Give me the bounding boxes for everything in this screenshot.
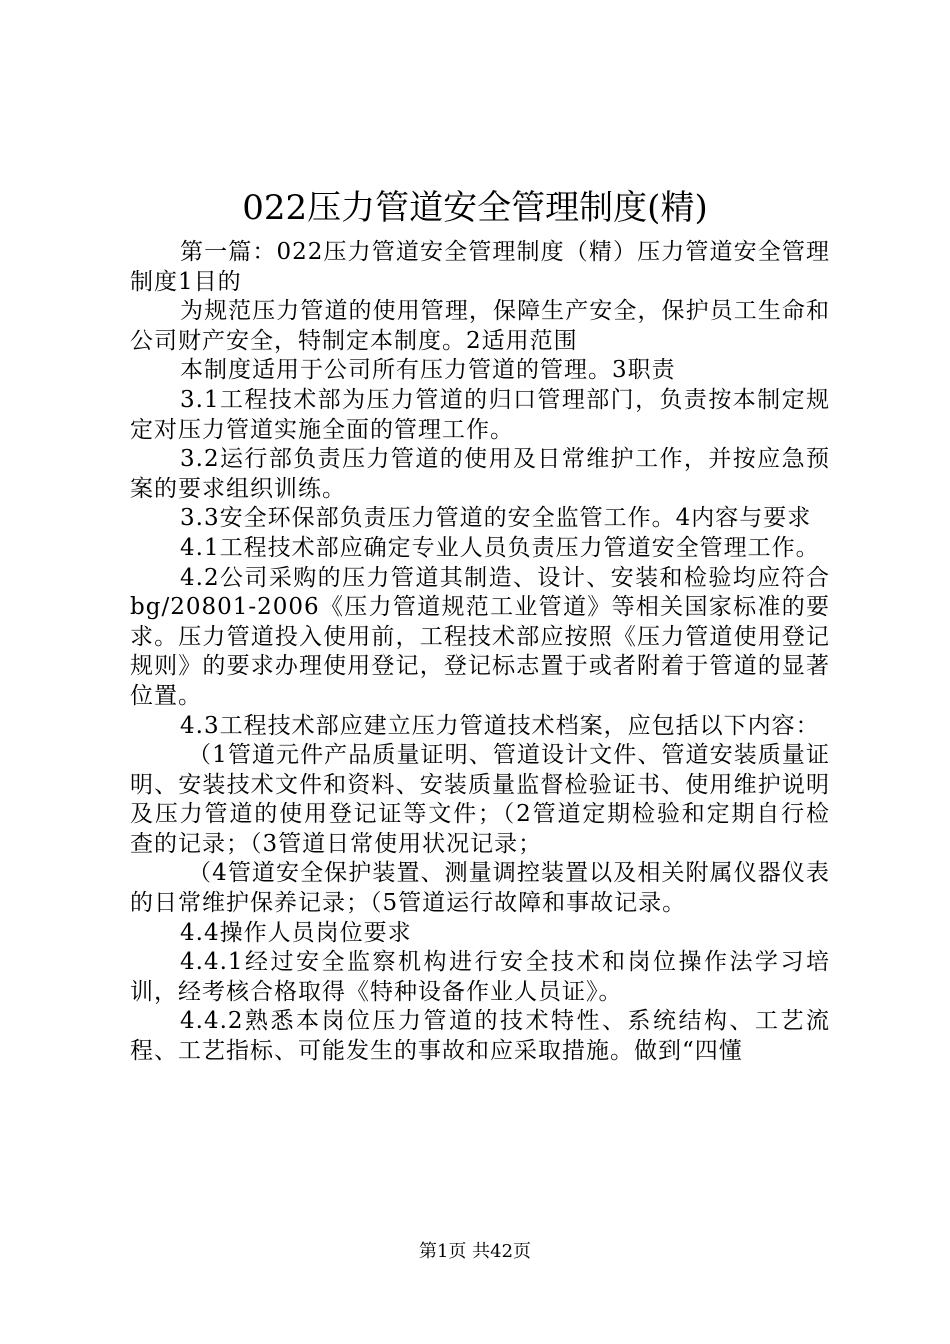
paragraph-4-4: 4.4操作人员岗位要求	[180, 919, 412, 946]
paragraph-4-4-2: 4.4.2熟悉本岗位压力管道的技术特性、系统结构、工艺流程、工艺指标、可能发生的事故和应采取措施。做到“四懂	[130, 1008, 830, 1065]
paragraph-3-3: 3.3安全环保部负责压力管道的安全监管工作。4内容与要求	[180, 505, 812, 532]
paragraph-4-1: 4.1工程技术部应确定专业人员负责压力管道安全管理工作。	[180, 534, 820, 561]
paragraph-records-list-2: （4管道安全保护装置、测量调控装置以及相关附属仪器仪表的日常维护保养记录；（5管道运行故障和事故记录。	[130, 860, 830, 917]
paragraph-purpose: 为规范压力管道的使用管理，保障生产安全，保护员工生命和公司财产安全，特制定本制度。2适用范围	[130, 298, 830, 354]
paragraph-3-1: 3.1工程技术部为压力管道的归口管理部门，负责按本制定规定对压力管道实施全面的管理工作。	[130, 386, 830, 443]
paragraph-3-2: 3.2运行部负责压力管道的使用及日常维护工作，并按应急预案的要求组织训练。	[130, 446, 830, 502]
paragraph-4-3: 4.3工程技术部应建立压力管道技术档案，应包括以下内容：	[180, 712, 820, 739]
paragraph-records-list-1: （1管道元件产品质量证明、管道设计文件、管道安装质量证明、安装技术文件和资料、安装质量监督检验证书、使用维护说明及压力管道的使用登记证等文件；（2管道定期检验和定期自行检查的记录；（3管道日常使用状况记录；	[130, 742, 830, 857]
page-number-footer: 第1页 共42页	[418, 1241, 532, 1262]
paragraph-intro: 第一篇：022压力管道安全管理制度（精）压力管道安全管理制度1目的	[130, 239, 830, 295]
document-title: 022压力管道安全管理制度(精)	[242, 188, 708, 228]
paragraph-4-2: 4.2公司采购的压力管道其制造、设计、安装和检验均应符合bg/20801-2006《压力管道规范工业管道》等相关国家标准的要求。压力管道投入使用前，工程技术部应按照《压力管道使用登记规则》的要求办理使用登记，登记标志置于或者附着于管道的显著位置。	[130, 564, 830, 709]
paragraph-4-4-1: 4.4.1经过安全监察机构进行安全技术和岗位操作法学习培训，经考核合格取得《特种设备作业人员证》。	[130, 949, 830, 1005]
document-body	[130, 238, 830, 1067]
paragraph-scope: 本制度适用于公司所有压力管道的管理。3职责	[180, 357, 676, 384]
